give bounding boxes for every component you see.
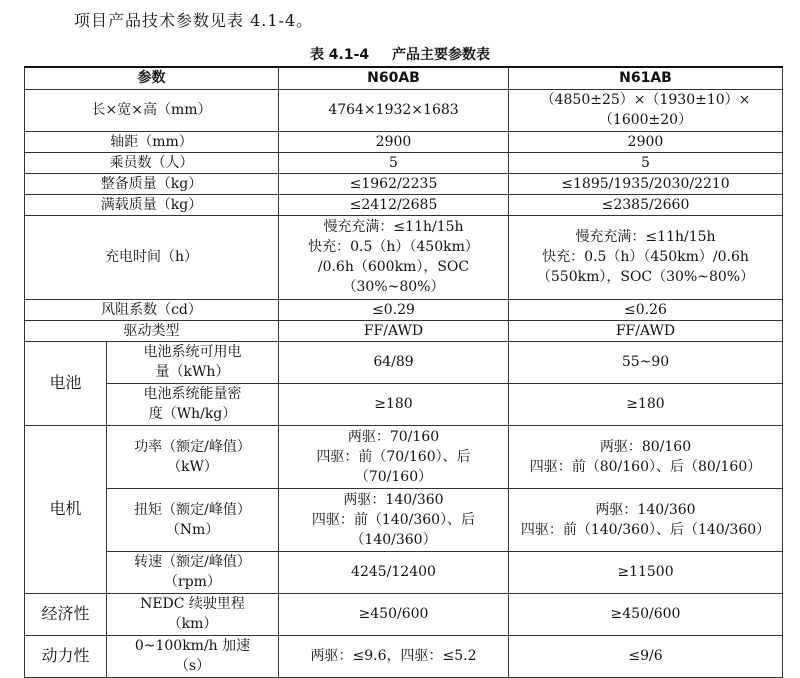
cell-n60ab: 4245/12400 — [279, 551, 509, 593]
cell-n61ab: ≥11500 — [509, 551, 783, 593]
row-label: 驱动类型 — [25, 320, 279, 341]
table-row — [25, 425, 783, 488]
cell-n60ab: ≥180 — [279, 383, 509, 425]
table-row — [25, 152, 783, 173]
row-label: 电池系统能量密 度（Wh/kg） — [107, 383, 279, 425]
row-label: 扭矩（额定/峰值） （Nm） — [107, 488, 279, 551]
cell-n60ab: 慢充充满：≤11h/15h 快充：0.5（h）（450km） /0.6h（600km），SOC （30%~80%） — [279, 215, 509, 299]
group-label-power-performance: 动力性 — [25, 635, 107, 677]
row-label: 风阻系数（cd） — [25, 299, 279, 320]
row-label: 乘员数（人） — [25, 152, 279, 173]
cell-n60ab: 64/89 — [279, 341, 509, 383]
row-label: 电池系统可用电 量（kWh） — [107, 341, 279, 383]
cell-n61ab: ≤1895/1935/2030/2210 — [509, 173, 783, 194]
cell-n60ab: ≤1962/2235 — [279, 173, 509, 194]
cell-n60ab: 2900 — [279, 131, 509, 152]
cell-n61ab: 5 — [509, 152, 783, 173]
row-label: 充电时间（h） — [25, 215, 279, 299]
cell-n61ab: FF/AWD — [509, 320, 783, 341]
table-row — [25, 215, 783, 299]
cell-n60ab: ≤2412/2685 — [279, 194, 509, 215]
header-param: 参数 — [25, 67, 279, 89]
row-label: 转速（额定/峰值） （rpm） — [107, 551, 279, 593]
cell-n61ab: 慢充充满：≤11h/15h 快充：0.5（h）（450km）/0.6h （550km），SOC（30%~80%） — [509, 215, 783, 299]
cell-n61ab: 55~90 — [509, 341, 783, 383]
cell-n61ab: ≥450/600 — [509, 593, 783, 635]
intro-text: 项目产品技术参数见表 4.1-4。 — [74, 11, 314, 30]
row-label: 长×宽×高（mm） — [25, 89, 279, 131]
cell-n61ab: ≥180 — [509, 383, 783, 425]
cell-n60ab: 两驱：70/160 四驱：前（70/160）、后 （70/160） — [279, 425, 509, 488]
cell-n60ab: 5 — [279, 152, 509, 173]
cell-n61ab: 两驱：140/360 四驱：前（140/360）、后（140/360） — [509, 488, 783, 551]
cell-n60ab: 两驱：140/360 四驱：前（140/360）、后 （140/360） — [279, 488, 509, 551]
table-row — [25, 131, 783, 152]
table-row — [25, 383, 783, 425]
group-label-battery: 电池 — [25, 341, 107, 425]
table-row — [25, 194, 783, 215]
row-label: 功率（额定/峰值） （kW） — [107, 425, 279, 488]
table-row — [25, 551, 783, 593]
table-row — [25, 320, 783, 341]
row-label: 整备质量（kg） — [25, 173, 279, 194]
cell-n60ab: FF/AWD — [279, 320, 509, 341]
cell-n61ab: ≤0.26 — [509, 299, 783, 320]
table-row — [25, 341, 783, 383]
row-label: 满载质量（kg） — [25, 194, 279, 215]
group-label-motor: 电机 — [25, 425, 107, 593]
table-row — [25, 89, 783, 131]
parameter-table — [24, 66, 783, 678]
group-label-economy: 经济性 — [25, 593, 107, 635]
table-number: 表 4.1-4 — [309, 47, 370, 63]
table-row — [25, 593, 783, 635]
cell-n60ab: ≥450/600 — [279, 593, 509, 635]
cell-n61ab: 两驱：80/160 四驱：前（80/160）、后（80/160） — [509, 425, 783, 488]
table-title: 产品主要参数表 — [392, 47, 491, 63]
cell-n60ab: ≤0.29 — [279, 299, 509, 320]
header-n61ab: N61AB — [509, 67, 783, 89]
row-label: 轴距（mm） — [25, 131, 279, 152]
header-n60ab: N60AB — [279, 67, 509, 89]
row-label: 0~100km/h 加速 （s） — [107, 635, 279, 677]
cell-n61ab: ≤9/6 — [509, 635, 783, 677]
header-row — [25, 67, 783, 89]
row-label: NEDC 续驶里程 （km） — [107, 593, 279, 635]
cell-n61ab: ≤2385/2660 — [509, 194, 783, 215]
table-caption — [0, 44, 800, 64]
cell-n60ab: 两驱：≤9.6，四驱：≤5.2 — [279, 635, 509, 677]
table-row — [25, 488, 783, 551]
table-row — [25, 299, 783, 320]
cell-n60ab: 4764×1932×1683 — [279, 89, 509, 131]
table-row — [25, 635, 783, 677]
cell-n61ab: 2900 — [509, 131, 783, 152]
table-row — [25, 173, 783, 194]
cell-n61ab: （4850±25）×（1930±10）× （1600±20） — [509, 89, 783, 131]
